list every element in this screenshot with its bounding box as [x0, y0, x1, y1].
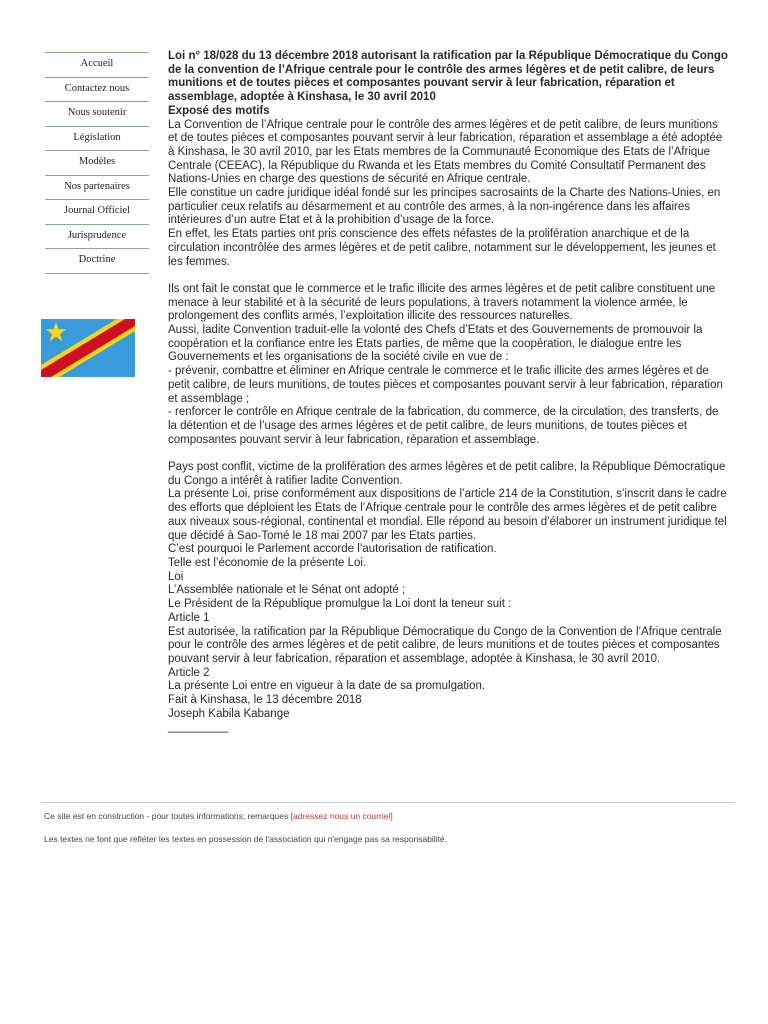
- paragraph: La Convention de l’Afrique centrale pour le contrôle des armes légères et de petit calibre, de leurs munitions et de toutes pièces et composantes pouvant servir à leur fabrication, réparation et assemblage a été adoptée à Kinshasa, le 30 avril 2010, par les Etats membres de la Communauté Economique des Etats de l’Afrique Centrale (CEEAC), la République du Rwanda et les Etats membres du Comité Consultatif Permanent des Nations-Unies en charge des questions de sécurité en Afrique centrale.: [168, 118, 723, 186]
- article-title: Loi n° 18/028 du 13 décembre 2018 autorisant la ratification par la République Démocratique du Congo de la convention de l’Afrique centrale pour le contrôle des armes légères et de petit calibre, de leurs munitions et de toutes pièces et composantes pouvant servir à leur fabrication, réparation et assemblage, adoptée à Kinshasa, le 30 avril 2010: [168, 50, 728, 104]
- list-item: - renforcer le contrôle en Afrique centrale de la fabrication, du commerce, de la circulation, des transferts, de la détention et de l’usage des armes légères et de petit calibre, de leurs munitions, de toutes pièces et composantes pouvant servir à leur fabrication, réparation et assemblage.: [168, 406, 719, 446]
- nav-item-nos-partenaires[interactable]: Nos partenaires: [45, 175, 149, 200]
- paragraph: En effet, les Etats parties ont pris conscience des effets néfastes de la prolifération anarchique et de la circulation incontrôlée des armes légères et de petit calibre, notamment sur le développement, les jeunes et les femmes.: [168, 228, 716, 268]
- paragraph: Est autorisée, la ratification par la République Démocratique du Congo de la Convention de l’Afrique centrale pour le contrôle des armes légères et de petit calibre, de leurs munitions et de toutes pièces et composantes pouvant servir à leur fabrication, réparation et assemblage, adoptée à Kinshasa, le 30 avril 2010.: [168, 625, 722, 665]
- article-1-heading: Article 1: [168, 611, 210, 624]
- nav-item-jurisprudence[interactable]: Jurisprudence: [45, 224, 149, 249]
- paragraph: prolongement des conflits armés, l’exploitation illicite des ressources naturelles.: [168, 310, 573, 323]
- drc-flag-icon: [41, 319, 135, 377]
- nav-item-accueil[interactable]: Accueil: [45, 52, 149, 77]
- paragraph: Elle constitue un cadre juridique idéal fondé sur les principes sacrosaints de la Charte des Nations-Unies, en particulier ceux relatifs au désarmement et au contrôle des armes, à la non-ingérence dans les affaires: [168, 187, 721, 213]
- nav-item-journal-officiel[interactable]: Journal Officiel: [45, 199, 149, 224]
- paragraph: Telle est l’économie de la présente Loi.: [168, 556, 367, 569]
- spacer: [168, 269, 728, 283]
- footer-note-text: Ce site est en construction - pour toutes informations; remarques: [44, 811, 291, 821]
- footer-disclaimer: Les textes ne font que refléter les textes en possession de l'association qui n'engage pas sa responsabilité.: [44, 834, 447, 844]
- paragraph: Ils ont fait le constat que le commerce et le trafic illicite des armes légères et de petit calibre constituent une menace à leur stabilité et à la sécurité de leurs populations, à travers notamment la violence armée, le: [168, 282, 716, 309]
- article-2-heading: Article 2: [168, 666, 210, 679]
- paragraph: Pays post conflit, victime de la prolifération des armes légères et de petit calibre, la République Démocratique du Congo a intérêt à ratifier ladite Convention.: [168, 461, 726, 487]
- list-item: - prévenir, combattre et éliminer en Afrique centrale le commerce et le trafic illicite des armes légères et de petit calibre, de leurs munitions, de toutes pièces et composantes pouvant servir à leur fabrication, réparation et assemblage ;: [168, 365, 723, 405]
- nav-item-doctrine[interactable]: Doctrine: [45, 248, 149, 274]
- sidebar-nav: [45, 52, 149, 274]
- nav-item-legislation[interactable]: Législation: [45, 126, 149, 151]
- paragraph: L’Assemblée nationale et le Sénat ont adopté ;: [168, 584, 406, 597]
- paragraph: La présente Loi, prise conformément aux dispositions de l’article 214 de la Constitution, s’inscrit dans le cadre des efforts que déploient les Etats de l’Afrique centrale pour le contrôle des armes légères et de petit calibre aux niveaux sous-régional, continental et mondial. Elle répond au besoin d’élaborer un instrument juridique tel que décidé à Sao-Tomé le 18 mai 2007 par les Etats parties.: [168, 488, 727, 542]
- nav-item-nous-soutenir[interactable]: Nous soutenir: [45, 101, 149, 126]
- signature-line: ___________: [168, 721, 228, 734]
- loi-heading: Loi: [168, 570, 184, 583]
- article-content: [168, 50, 728, 735]
- nav-item-modeles[interactable]: Modèles: [45, 150, 149, 175]
- paragraph: Aussi, ladite Convention traduit-elle la volonté des Chefs d’Etats et des Gouvernements de promouvoir la coopération et la confiance entre les Etats parties, de même que la coopération, le dialogue entre les Gouvernements et les organisations de la société civile en vue de :: [168, 324, 703, 364]
- signature-place-date: Fait à Kinshasa, le 13 décembre 2018: [168, 694, 362, 707]
- footer-construction-note: [44, 811, 393, 821]
- paragraph: intérieures d’un autre Etat et à la prohibition d’usage de la force.: [168, 214, 495, 227]
- paragraph: La présente Loi entre en vigueur à la date de sa promulgation.: [168, 680, 486, 693]
- nav-item-contactez-nous[interactable]: Contactez nous: [45, 77, 149, 102]
- spacer: [168, 447, 728, 461]
- contact-email-link[interactable]: [adressez nous un courriel]: [290, 811, 393, 821]
- paragraph: C’est pourquoi le Parlement accorde l’autorisation de ratification.: [168, 543, 497, 556]
- paragraph: Le Président de la République promulgue la Loi dont la teneur suit :: [168, 598, 512, 611]
- footer-divider: [42, 802, 734, 803]
- signatory-name: Joseph Kabila Kabange: [168, 707, 290, 720]
- motifs-heading: Exposé des motifs: [168, 104, 270, 117]
